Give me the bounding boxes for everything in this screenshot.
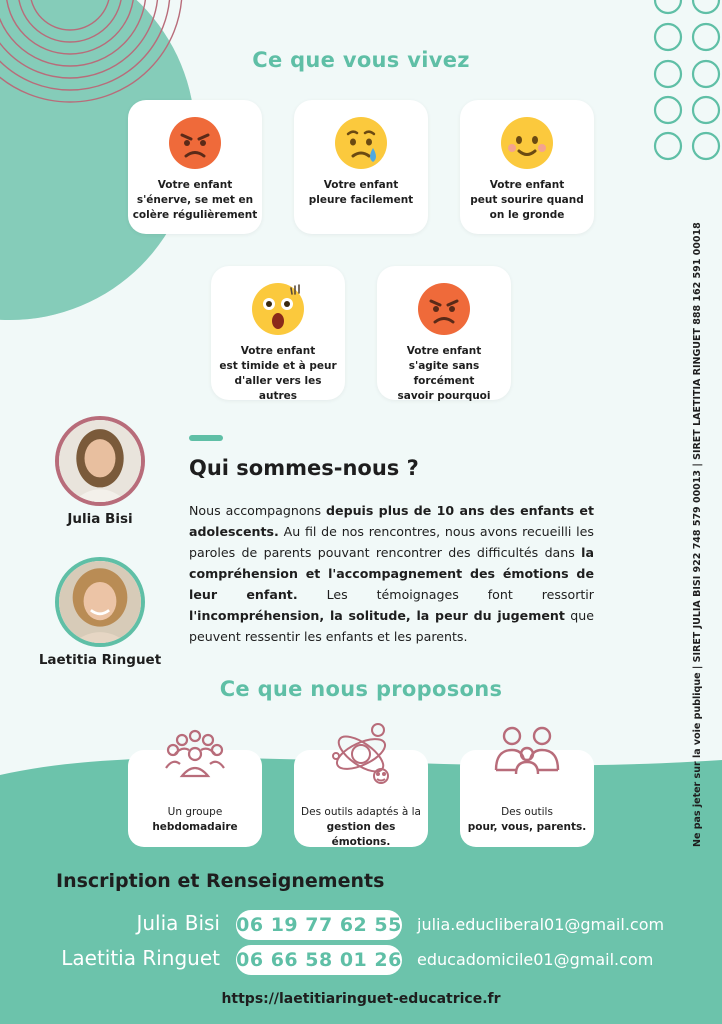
card-line: Votre enfant xyxy=(157,179,233,191)
angry-face-icon xyxy=(417,282,471,336)
experience-card xyxy=(460,100,594,234)
offer-title: Ce que nous proposons xyxy=(219,677,503,701)
smiling-face-icon xyxy=(500,116,554,170)
contact-title: Inscription et Renseignements xyxy=(56,870,385,892)
offer-line: Un groupe xyxy=(167,806,223,818)
offer-line-bold: gestion des émotions. xyxy=(326,821,396,848)
julia-photo xyxy=(59,420,141,502)
experience-card xyxy=(211,266,345,400)
about-text-part: Nous accompagnons xyxy=(189,503,327,518)
family-icon xyxy=(492,720,562,790)
crying-face-icon xyxy=(334,116,388,170)
about-text-part: Au fil de nos rencontres, nous avons recueilli les paroles de parents pouvant rencontrer des difficultés dans xyxy=(189,524,594,560)
card-line: savoir pourquoi xyxy=(397,390,491,402)
offer-line: Des outils adaptés à la xyxy=(301,806,421,818)
experience-card xyxy=(294,100,428,234)
experience-card xyxy=(128,100,262,234)
about-text-bold: la compréhension et l'accompagnement des émotions de leur enfant. xyxy=(189,545,594,602)
card-line: s'énerve, se met en xyxy=(136,194,254,206)
email-link[interactable]: julia.educliberal01@gmail.com xyxy=(417,915,665,934)
card-line: s'agite sans forcément xyxy=(408,360,480,387)
phone-number[interactable]: 06 66 58 01 26 xyxy=(236,945,402,975)
contact-name: Julia Bisi xyxy=(136,911,220,935)
group-icon xyxy=(160,720,230,790)
offer-line-bold: pour, vous, parents. xyxy=(467,821,587,833)
avatar xyxy=(55,557,145,647)
offer-card xyxy=(460,750,594,847)
about-title: Qui sommes-nous ? xyxy=(189,456,419,480)
website-link[interactable]: https://laetitiaringuet-educatrice.fr xyxy=(221,991,501,1007)
offer-card xyxy=(128,750,262,847)
legal-note: Ne pas jeter sur la voie publique | SIRET JULIA BISI 922 748 579 00013 | SIRET LAETITIA RINGUET 888 162 591 00018 xyxy=(692,222,703,847)
experience-title: Ce que vous vivez xyxy=(252,48,470,72)
card-line: Votre enfant xyxy=(406,345,482,357)
about-text-part: que peuvent ressentir les enfants et les parents. xyxy=(189,608,594,644)
offer-line-bold: hebdomadaire xyxy=(152,821,238,833)
about-text-part: Les témoignages font ressortir xyxy=(297,587,594,602)
card-line: d'aller vers les autres xyxy=(234,375,322,402)
phone-number[interactable]: 06 19 77 62 55 xyxy=(236,910,402,940)
card-line: Votre enfant xyxy=(489,179,565,191)
laetitia-photo xyxy=(59,561,141,643)
email-link[interactable]: educadomicile01@gmail.com xyxy=(417,950,654,969)
card-line: peut sourire quand xyxy=(470,194,584,206)
about-text-bold: l'incompréhension, la solitude, la peur du jugement xyxy=(189,608,565,623)
card-line: pleure facilement xyxy=(308,194,414,206)
scared-face-icon xyxy=(251,282,305,336)
card-line: est timide et à peur xyxy=(219,360,337,372)
card-line: on le gronde xyxy=(489,209,565,221)
offer-card xyxy=(294,750,428,847)
angry-face-icon xyxy=(168,116,222,170)
emotion-tools-icon xyxy=(326,720,396,790)
member-name: Julia Bisi xyxy=(67,511,133,527)
experience-card xyxy=(377,266,511,400)
card-line: colère régulièrement xyxy=(132,209,258,221)
avatar xyxy=(55,416,145,506)
card-line: Votre enfant xyxy=(240,345,316,357)
card-line: Votre enfant xyxy=(323,179,399,191)
about-text-bold: depuis plus de 10 ans des enfants et adolescents. xyxy=(189,503,594,539)
offer-line: Des outils xyxy=(501,806,553,818)
member-name: Laetitia Ringuet xyxy=(38,652,162,668)
about-paragraph xyxy=(189,500,594,647)
accent-bar xyxy=(189,435,223,441)
contact-name: Laetitia Ringuet xyxy=(61,946,220,970)
